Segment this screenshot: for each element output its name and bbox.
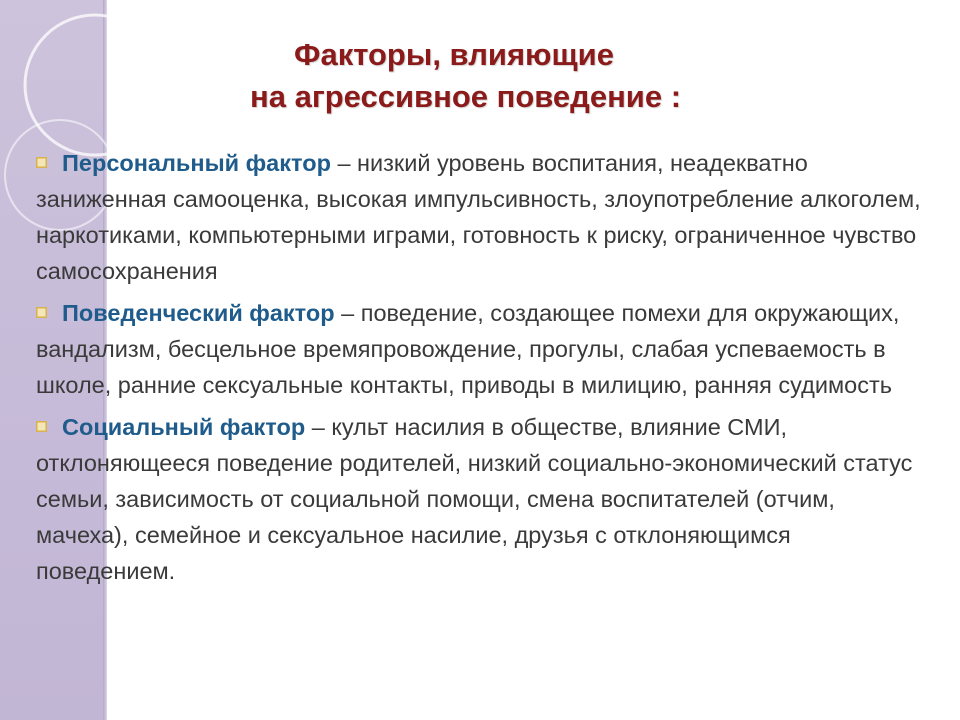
factor-term: Поведенческий фактор: [62, 300, 335, 326]
square-outline-bullet-icon: [36, 421, 47, 432]
factor-description: – низкий уровень воспитания, неадекватно заниженная самооценка, высокая импульсивность, злоупотребление алкоголем, наркотиками, компьютерными играми, готовность к риску, ограниченное чувство самосохранения: [36, 150, 921, 284]
factor-item-personal: [36, 145, 926, 289]
factor-term: Персональный фактор: [62, 150, 331, 176]
factor-description: – поведение, создающее помехи для окружающих, вандализм, бесцельное времяпровождение, прогулы, слабая успеваемость в школе, ранние сексуальные контакты, приводы в милицию, ранняя судимость: [36, 300, 900, 398]
square-outline-bullet-icon: [36, 307, 47, 318]
slide-title: [250, 34, 810, 118]
square-outline-bullet-icon: [36, 157, 47, 168]
factor-description: – культ насилия в обществе, влияние СМИ, отклоняющееся поведение родителей, низкий социально-экономический статус семьи, зависимость от социальной помощи, смена воспитателей (отчим, мачеха), семейное и сексуальное насилие, друзья с отклоняющимся поведением.: [36, 414, 913, 584]
factor-list: [36, 145, 926, 595]
factor-item-social: [36, 409, 926, 589]
title-line-1: Факторы, влияющие: [294, 37, 614, 72]
factor-term: Социальный фактор: [62, 414, 306, 440]
factor-item-behavioral: [36, 295, 926, 403]
title-line-2: на агрессивное поведение :: [250, 79, 682, 114]
